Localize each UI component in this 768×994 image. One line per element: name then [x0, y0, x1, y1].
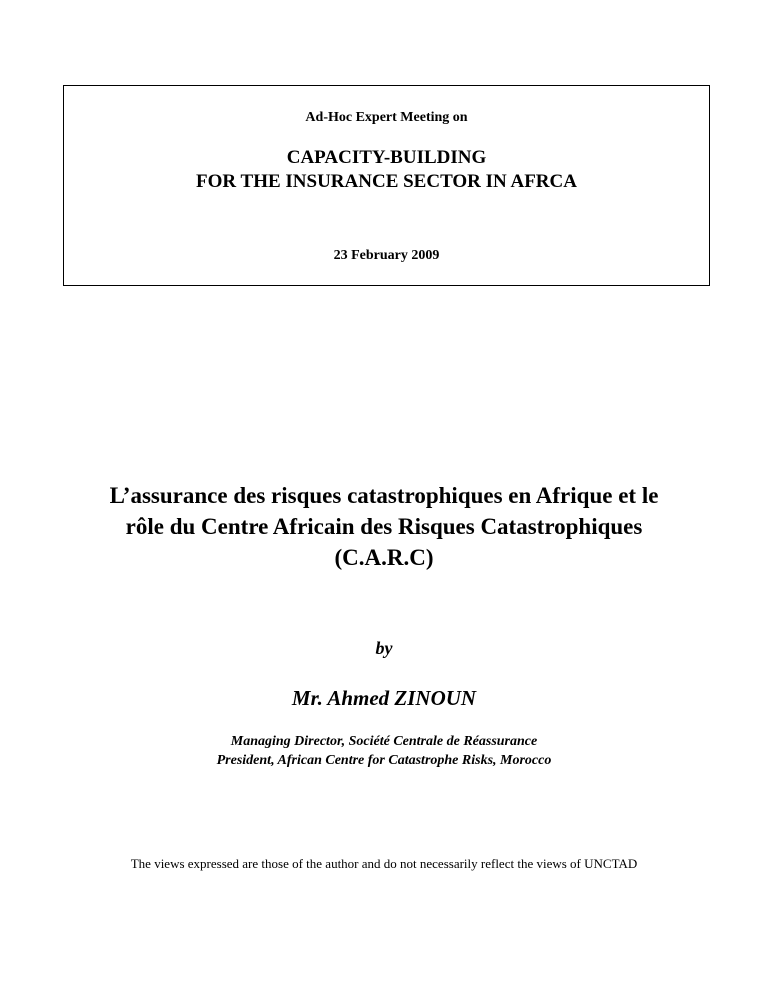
affiliation-line-1: Managing Director, Société Centrale de Réassurance: [230, 734, 538, 749]
by-label: by: [375, 638, 393, 658]
paper-title-line-2: rôle du Centre Africain des Risques Catastrophiques: [125, 514, 643, 539]
author-name: Mr. Ahmed ZINOUN: [291, 686, 477, 710]
disclaimer: The views expressed are those of the author and do not necessarily reflect the views of UNCTAD: [130, 856, 638, 871]
meeting-title: [64, 146, 709, 194]
paper-title-line-1: L’assurance des risques catastrophiques en Afrique et le: [109, 483, 659, 508]
meeting-title-line-2: FOR THE INSURANCE SECTOR IN AFRCA: [196, 171, 577, 192]
meeting-header-box: [63, 85, 710, 286]
meeting-title-line-1: CAPACITY-BUILDING: [286, 147, 487, 168]
author-affiliation: [0, 732, 768, 770]
paper-title-line-3: (C.A.R.C): [334, 545, 434, 570]
paper-title: [40, 480, 728, 573]
meeting-label: Ad-Hoc Expert Meeting on: [305, 110, 468, 125]
meeting-date: 23 February 2009: [333, 248, 440, 263]
affiliation-line-2: President, African Centre for Catastrophe Risks, Morocco: [216, 753, 552, 768]
